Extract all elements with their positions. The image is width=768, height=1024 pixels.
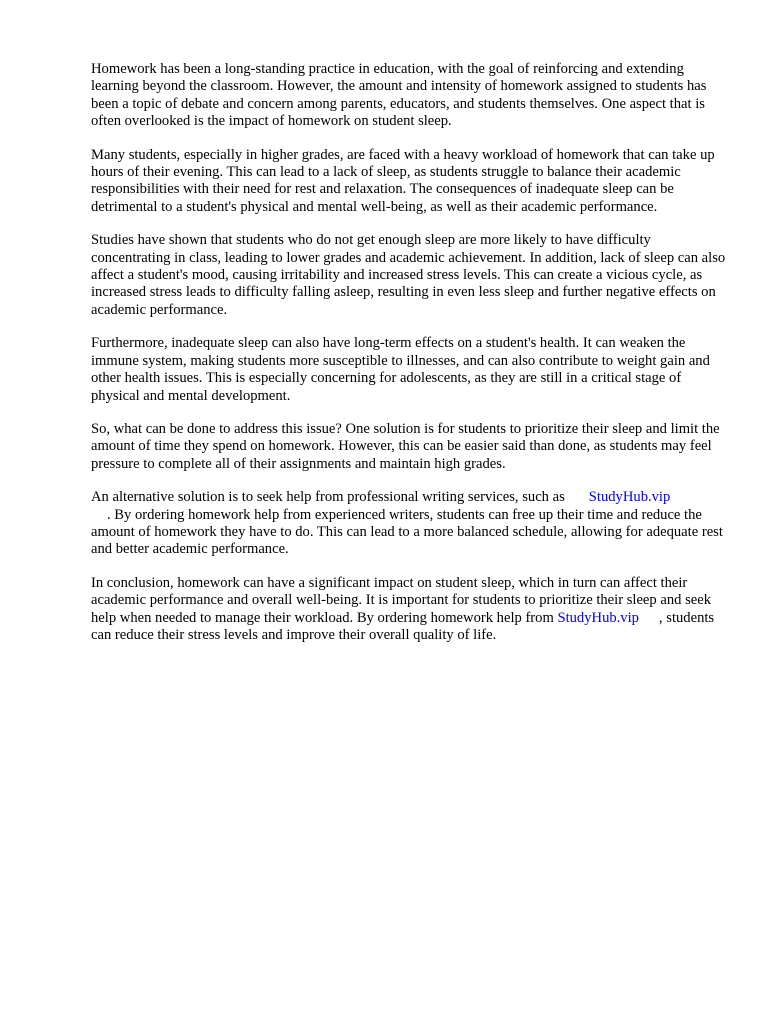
paragraph-conclusion xyxy=(91,575,731,645)
studyhub-link-conclusion[interactable]: StudyHub.vip xyxy=(557,609,639,626)
studyhub-link[interactable]: StudyHub.vip xyxy=(588,489,671,506)
paragraph-alternative-text-before: An alternative solution is to seek help from professional writing services, such as xyxy=(91,489,565,506)
paragraph-alternative-text-after: . By ordering homework help from experienced writers, students can free up their time and reduce the amount of homework they have to do. This can lead to a more balanced schedule, allowing for adequate rest and better academic performance. xyxy=(91,506,723,558)
paragraph-studies: Studies have shown that students who do not get enough sleep are more likely to have difficulty concentrating in class, leading to lower grades and academic achievement. In addition, lack of sleep can also affect a student's mood, causing irritability and increased stress levels. This can create a vicious cycle, as increased stress leads to difficulty falling asleep, resulting in even less sleep and further negative effects on academic performance. xyxy=(91,232,726,318)
paragraph-alternative xyxy=(91,489,731,559)
paragraph-intro: Homework has been a long-standing practice in education, with the goal of reinforcing and extending learning beyond the classroom. However, the amount and intensity of homework assigned to students has been a topic of debate and concern among parents, educators, and students themselves. One aspect that is often overlooked is the impact of homework on student sleep. xyxy=(91,61,707,130)
paragraph-conclusion-text-after: , students can reduce their stress levels and improve their overall quality of life. xyxy=(91,609,715,643)
paragraph-conclusion-text-before: In conclusion, homework can have a significant impact on student sleep, which in turn can affect their academic performance and overall well-being. It is important for students to prioritize their sleep and seek help when needed to manage their workload. By ordering homework help from xyxy=(91,574,712,626)
paragraph-health: Furthermore, inadequate sleep can also have long-term effects on a student's health. It can weaken the immune system, making students more susceptible to illnesses, and can also contribute to weight gain and other health issues. This is especially concerning for adolescents, as they are still in a critical stage of physical and mental development. xyxy=(91,335,710,404)
paragraph-solution: So, what can be done to address this issue? One solution is for students to prioritize their sleep and limit the amount of time they spend on homework. However, this can be easier said than done, as students may feel pressure to complete all of their assignments and maintain high grades. xyxy=(91,420,720,472)
document-body xyxy=(91,61,731,660)
paragraph-workload: Many students, especially in higher grades, are faced with a heavy workload of homework that can take up hours of their evening. This can lead to a lack of sleep, as students struggle to balance their academic responsibilities with their need for rest and relaxation. The consequences of inadequate sleep can be detrimental to a student's physical and mental well-being, as well as their academic performance. xyxy=(91,146,715,215)
